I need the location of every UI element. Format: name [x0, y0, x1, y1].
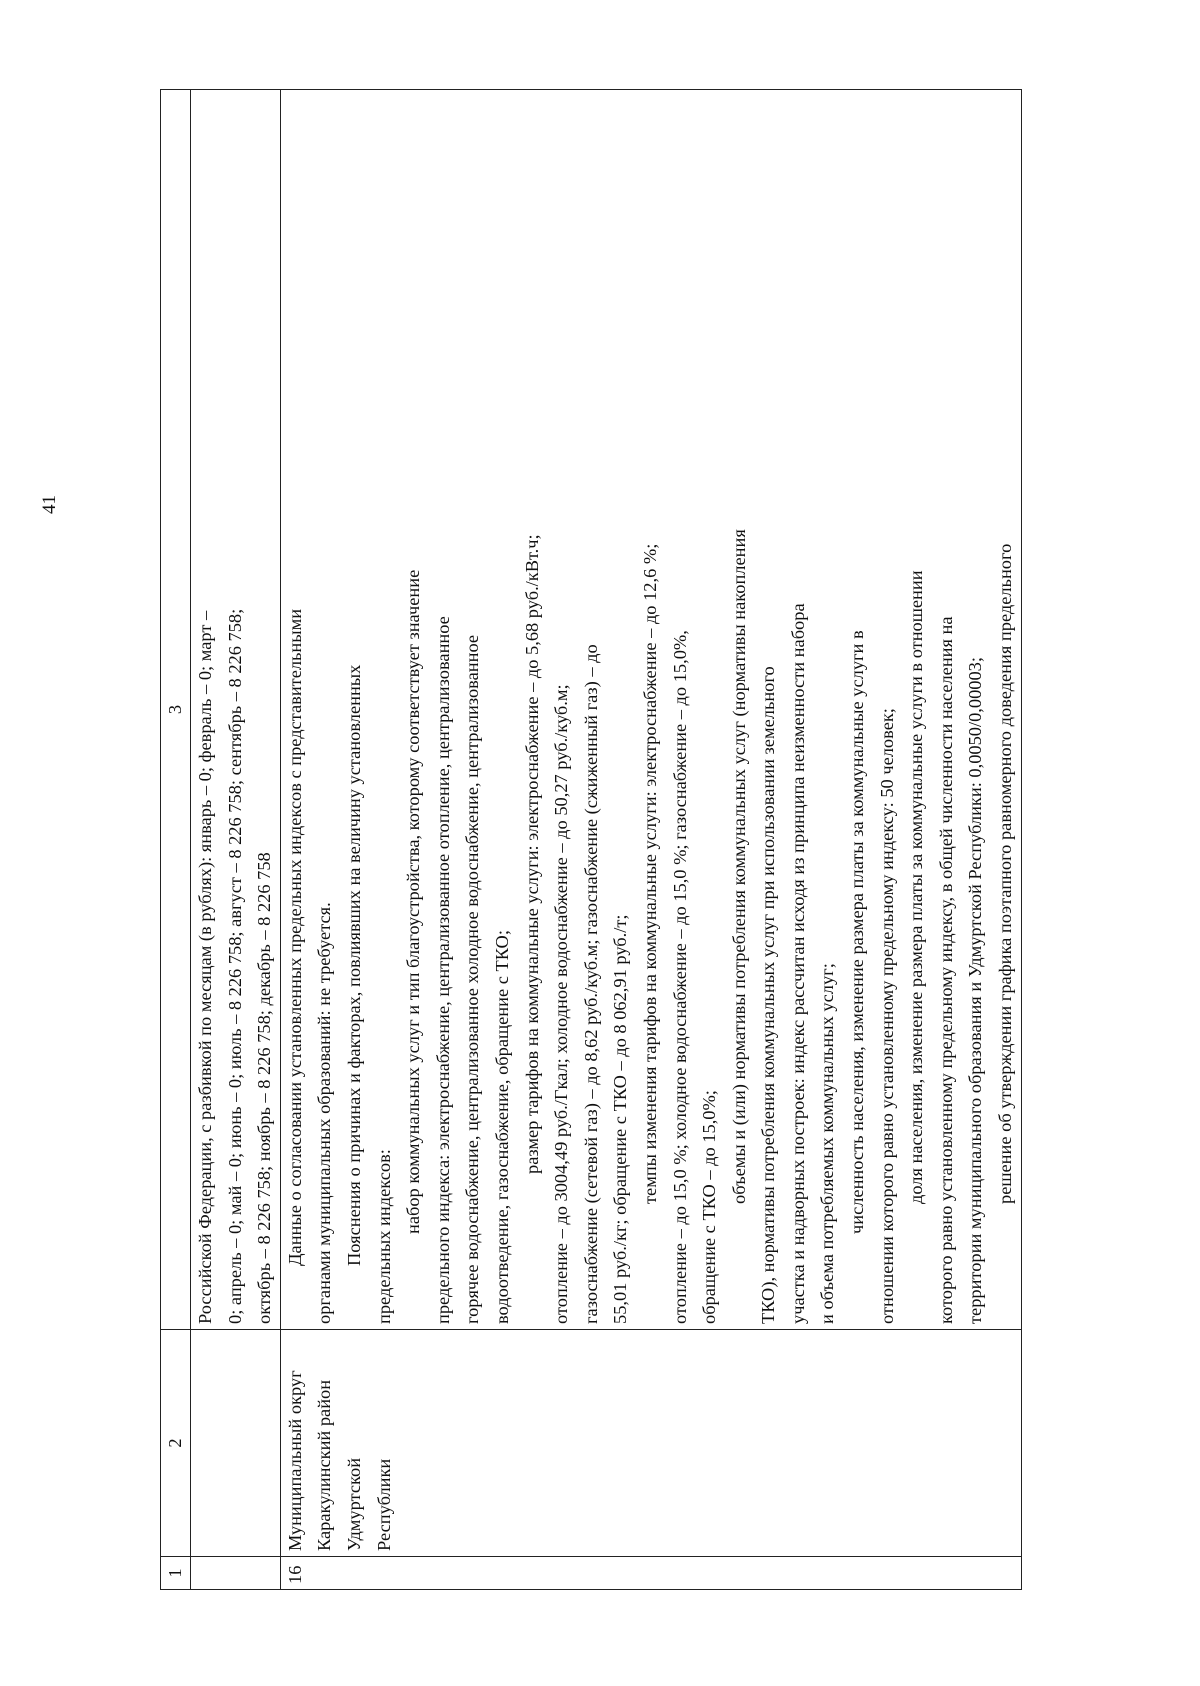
cell-row-number: 16 — [280, 1557, 1021, 1590]
text-line: территории муниципального образования и Удмуртской Республики: 0,0050/0,00003; — [965, 657, 986, 1324]
text-line: участка и надворных построек: индекс рассчитан исходя из принципа неизменности набора — [787, 603, 808, 1324]
text-line: органами муниципальных образований: не требуется. — [314, 902, 335, 1324]
cell-municipality — [280, 1330, 1021, 1557]
text-line: отношении которого равно установленному предельному индексу: 50 человек; — [876, 708, 897, 1324]
text-line: отопление – до 3004,49 руб./Гкал; холодное водоснабжение – до 50,27 руб./куб.м; — [551, 684, 572, 1324]
header-col-2: 2 — [161, 1330, 191, 1557]
header-col-1: 1 — [161, 1557, 191, 1590]
municipality-line: Удмуртской — [343, 1457, 364, 1551]
text-line: и объема потребляемых коммунальных услуг; — [817, 963, 838, 1324]
text-line: 0; апрель – 0; май – 0; июнь – 0; июль – 8 226 758; август – 8 226 758; сентябрь – 8 226 758; — [224, 608, 245, 1324]
row-lines — [281, 95, 1021, 1324]
page-number: 41 — [39, 495, 60, 514]
text-line: объемы и (или) нормативы потребления коммунальных услуг (нормативы накопления — [728, 529, 749, 1204]
header-col-3: 3 — [161, 90, 191, 1330]
text-line: размер тарифов на коммунальные услуги: электроснабжение – до 5,68 руб./кВт.ч; — [521, 534, 542, 1174]
cell-number-empty — [191, 1557, 281, 1590]
table-row-continuation — [191, 90, 281, 1590]
municipality-line: Каракулинский район — [314, 1379, 335, 1551]
text-line: которого равно установленному предельному индексу, в общей численности населения на — [935, 616, 956, 1324]
text-line: темпы изменения тарифов на коммунальные услуги: электроснабжение – до 12,6 %; — [639, 543, 660, 1204]
text-line: набор коммунальных услуг и тип благоустройства, которому соответствует значение — [403, 569, 424, 1234]
text-line: решение об утверждении графика поэтапного равномерного доведения предельного — [995, 543, 1016, 1204]
text-line: Российской Федерации, с разбивкой по месяцам (в рублях): январь – 0; февраль – 0; март – — [195, 610, 215, 1324]
cell-description — [280, 90, 1021, 1330]
text-line: обращение с ТКО – до 15,0%; — [699, 1090, 720, 1324]
text-line: горячее водоснабжение, централизованное холодное водоснабжение, централизованное — [462, 634, 483, 1324]
text-line: численность населения, изменение размера платы за коммунальные услуги в — [847, 630, 868, 1234]
municipality-line: Муниципальный округ — [284, 1370, 305, 1551]
text-line: Данные о согласовании установленных предельных индексов с представительными — [284, 608, 305, 1266]
rotated-table-container — [160, 90, 1130, 1590]
table-header-row — [161, 90, 191, 1590]
text-line: доля населения, изменение размера платы за коммунальные услуги в отношении — [906, 570, 927, 1204]
text-line: 55,01 руб./кг; обращение с ТКО – до 8 062,91 руб./т; — [610, 914, 631, 1324]
municipality-lines — [281, 1335, 399, 1551]
cell-description — [191, 90, 281, 1330]
text-line: октябрь – 8 226 758; ноябрь – 8 226 758; декабрь – 8 226 758 — [254, 852, 275, 1324]
text-line: предельных индексов: — [373, 1149, 394, 1324]
text-line: отопление – до 15,0 %; холодное водоснабжение – до 15,0 %; газоснабжение – до 15,0%, — [669, 630, 690, 1324]
indices-table — [160, 89, 1022, 1590]
text-line: предельного индекса: электроснабжение, централизованное отопление, централизованное — [432, 616, 453, 1324]
text-line: газоснабжение (сетевой газ) – до 8,62 руб./куб.м; газоснабжение (сжиженный газ) – до — [580, 644, 601, 1324]
table-row — [280, 90, 1021, 1590]
cell-municipality-empty — [191, 1330, 281, 1557]
municipality-line: Республики — [373, 1458, 394, 1551]
text-line: ТКО), нормативы потребления коммунальных услуг при использовании земельного — [758, 666, 779, 1324]
text-line: Пояснения о причинах и факторах, повлиявших на величину установленных — [343, 664, 364, 1266]
text-line: водоотведение, газоснабжение, обращение с ТКО; — [491, 930, 512, 1324]
continuation-lines — [191, 95, 280, 1324]
